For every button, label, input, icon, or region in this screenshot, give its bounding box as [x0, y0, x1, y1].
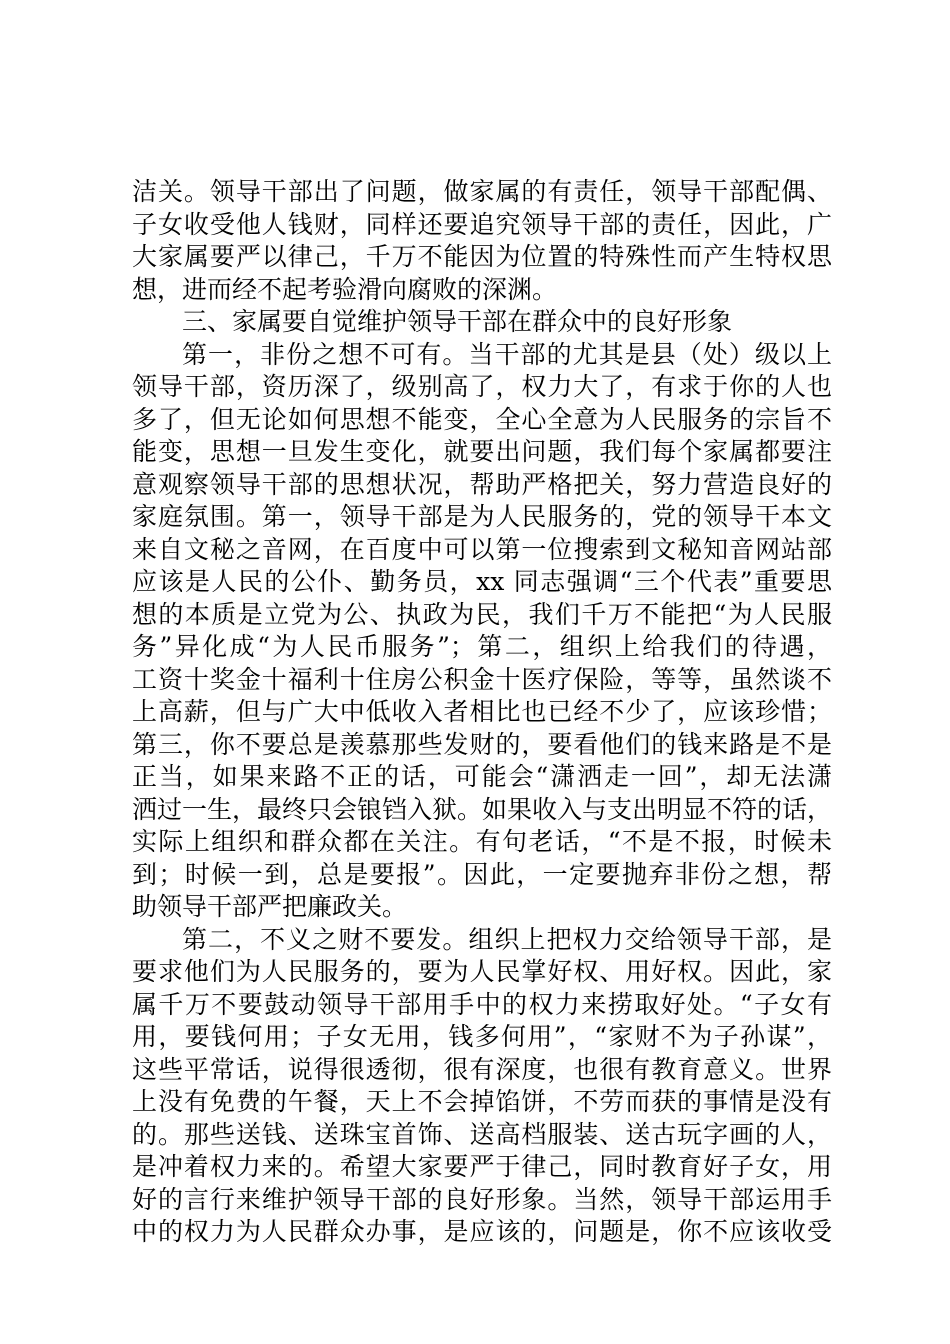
text-line: 想的本质是立党为公、执政为民，我们千万不能把“为人民服	[132, 599, 832, 629]
text-line: 想，进而经不起考验滑向腐败的深渊。	[132, 274, 558, 304]
text-line: 意观察领导干部的思想状况，帮助严格把关，努力营造良好的	[132, 469, 832, 499]
text-line: 要求他们为人民服务的，要为人民掌好权、用好权。因此，家	[132, 957, 832, 986]
text-line: 好的言行来维护领导干部的良好形象。当然，领导干部运用手	[132, 1184, 832, 1214]
text-line: 洁关。领导干部出了问题，做家属的有责任，领导干部配偶、	[132, 177, 832, 206]
text-line: 第三，你不要总是羡慕那些发财的，要看他们的钱来路是不是	[132, 729, 832, 759]
text-line: 的。那些送钱、送珠宝首饰、送高档服装、送古玩字画的人，	[132, 1119, 832, 1149]
text-line: 中的权力为人民群众办事，是应该的，问题是，你不应该收受	[132, 1217, 832, 1246]
text-line: 属千万不要鼓动领导干部用手中的权力来捞取好处。“子女有	[132, 989, 832, 1019]
text-line: 到；时候一到，总是要报”。因此，一定要抛弃非份之想，帮	[132, 859, 832, 889]
text-line: 上没有免费的午餐，天上不会掉馅饼，不劳而获的事情是没有	[132, 1087, 832, 1116]
text-line: 是冲着权力来的。希望大家要严于律己，同时教育好子女，用	[132, 1152, 832, 1181]
text-line: 大家属要严以律己，千万不能因为位置的特殊性而产生特权思	[132, 242, 832, 271]
text-line: 工资十奖金十福利十住房公积金十医疗保险，等等，虽然谈不	[132, 664, 832, 694]
text-line: 家庭氛围。第一，领导干部是为人民服务的，党的领导干本文	[132, 502, 832, 531]
text-line: 上高薪，但与广大中低收入者相比也已经不少了，应该珍惜；	[132, 697, 832, 726]
text-line: 领导干部，资历深了，级别高了，权力大了，有求于你的人也	[132, 372, 832, 401]
text-line: 助领导干部严把廉政关。	[132, 892, 408, 921]
text-line: 应该是人民的公仆、勤务员，xx 同志强调“三个代表”重要思	[132, 567, 832, 596]
text-line: 子女收受他人钱财，同样还要追究领导干部的责任，因此，广	[132, 209, 832, 239]
document-body-text	[132, 176, 832, 1249]
text-line: 实际上组织和群众都在关注。有句老话，“不是不报，时候未	[132, 827, 832, 856]
text-line: 务”异化成“为人民币服务”；第二，组织上给我们的待遇，	[132, 632, 832, 661]
text-line: 第一，非份之想不可有。当干部的尤其是县（处）级以上	[182, 339, 832, 369]
text-line: 用，要钱何用；子女无用，钱多何用”，“家财不为子孙谋”，	[132, 1022, 832, 1051]
text-line: 多了，但无论如何思想不能变，全心全意为人民服务的宗旨不	[132, 404, 832, 434]
text-line: 这些平常话，说得很透彻，很有深度，也很有教育意义。世界	[132, 1054, 832, 1084]
text-line: 来自文秘之音网，在百度中可以第一位搜索到文秘知音网站部	[132, 534, 832, 564]
text-line: 洒过一生，最终只会锒铛入狱。如果收入与支出明显不符的话，	[132, 794, 833, 824]
text-line: 第二，不义之财不要发。组织上把权力交给领导干部，是	[182, 924, 832, 954]
text-line: 三、家属要自觉维护领导干部在群众中的良好形象	[182, 307, 733, 336]
text-line: 能变，思想一旦发生变化，就要出问题，我们每个家属都要注	[132, 437, 832, 466]
text-line: 正当，如果来路不正的话，可能会“潇洒走一回”，却无法潇	[132, 762, 832, 791]
